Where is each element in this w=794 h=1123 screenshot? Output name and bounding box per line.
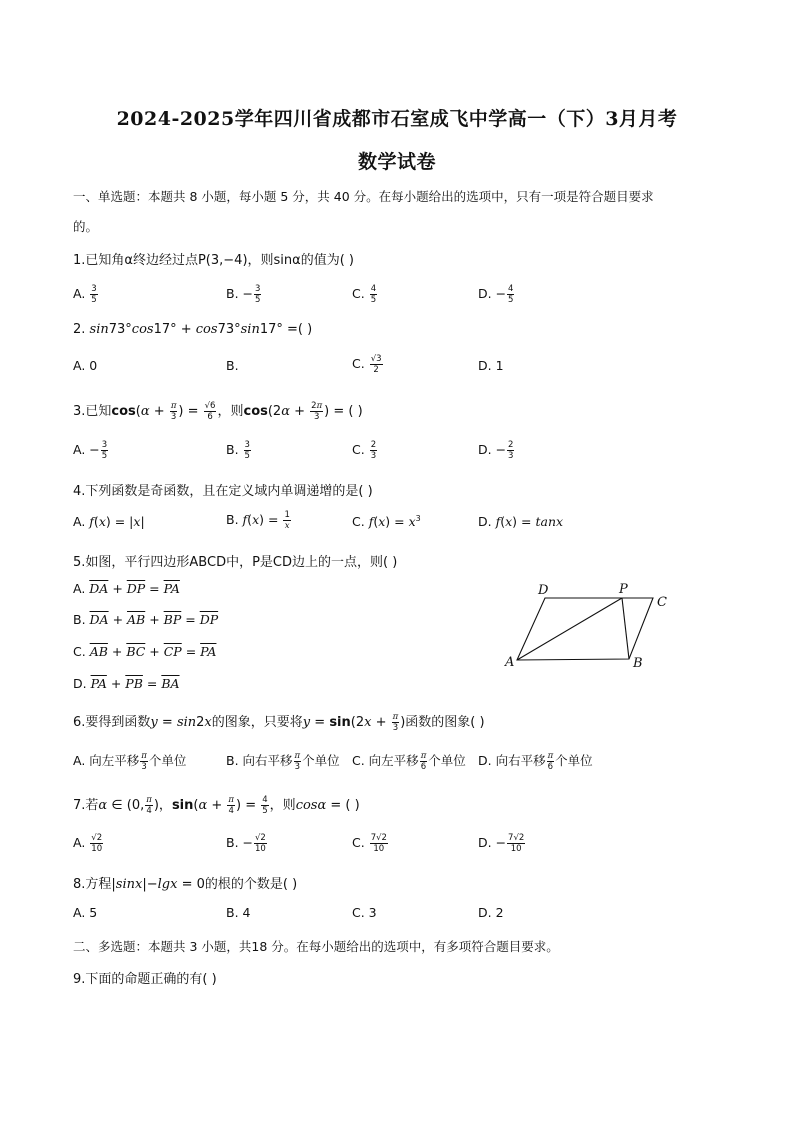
question-1-stem: 1.已知角α终边经过点P(3,−4)，则sinα的值为( ) (73, 253, 354, 268)
question-2-stem: 2. sin73°cos17° + cos73°sin17° =( ) (73, 322, 313, 337)
q6-option-c: C. 向左平移 $\frac{\pi}{6}$ 个单位 (352, 751, 466, 772)
q7-option-c: C. $\frac{7√2}{10}$ (352, 833, 387, 854)
segment-pb (622, 598, 629, 659)
q1-option-b: B. − $\frac{3}{5}$ (226, 284, 261, 305)
q6-option-a: A. 向左平移 $\frac{\pi}{3}$ 个单位 (73, 751, 187, 772)
page-subtitle: 数学试卷 (357, 151, 436, 173)
section-1-heading-cont: 的。 (73, 219, 99, 234)
page-title: 2024-2025学年四川省成都市石室成飞中学高一（下）3月月考 (116, 108, 678, 130)
q3-option-b: B. $\frac{3}{5}$ (226, 440, 250, 461)
q6-option-d: D. 向右平移 $\frac{\pi}{6}$ 个单位 (478, 751, 593, 772)
q8-option-c: C. 3 (352, 905, 377, 920)
q2-option-b: B. (226, 358, 239, 373)
q4-option-c: C. $f(x) = x^3$ (352, 514, 421, 530)
q4-option-b: B. f(x) = $\frac{1}{x}$ (226, 510, 290, 531)
q1-option-a: A. $\frac{3}{5}$ (73, 284, 97, 305)
q5-option-d: D. $\overline{PA} + \overline{PB} = \overline{BA}$ (73, 676, 180, 691)
q5-option-b: B. $\overline{DA} + \overline{AB} + \overline{BP} = \overline{DP}$ (73, 612, 219, 627)
q2-option-a: A. 0 (73, 358, 98, 373)
question-4-stem: 4.下列函数是奇函数，且在定义域内单调递增的是( ) (73, 484, 373, 499)
q2-option-d: D. 1 (478, 358, 504, 373)
q5-option-c: C. $\overline{AB} + \overline{BC} + \overline{CP} = \overline{PA}$ (73, 644, 217, 659)
q8-option-b: B. 4 (226, 905, 251, 920)
question-5-stem: 5.如图，平行四边形ABCD中，P是CD边上的一点，则( ) (73, 555, 398, 570)
q7-option-d: D. − $\frac{7√2}{10}$ (478, 833, 525, 854)
q8-option-a: A. 5 (73, 905, 98, 920)
q4-option-a: A. f(x) = |x| (73, 514, 145, 529)
section-1-heading: 一、单选题：本题共 8 小题，每小题 5 分，共 40 分。在每小题给出的选项中，只有一项是符合题目要求 (73, 189, 654, 204)
q3-option-a: A. − $\frac{3}{5}$ (73, 440, 108, 461)
parallelogram-figure (495, 575, 675, 675)
q3-option-c: C. $\frac{2}{3}$ (352, 440, 377, 461)
question-8-stem: 8.方程|sinx|−lgx = 0的根的个数是( ) (73, 877, 298, 892)
label-b: B (633, 656, 643, 671)
q6-option-b: B. 向右平移 $\frac{\pi}{3}$ 个单位 (226, 751, 340, 772)
section-2-heading: 二、多选题：本题共 3 小题，共18 分。在每小题给出的选项中，有多项符合题目要求。 (73, 939, 559, 954)
segment-ap (517, 598, 622, 660)
q5-option-a: A. $\overline{DA} + \overline{DP} = \overline{PA}$ (73, 581, 180, 596)
q1-option-d: D. − $\frac{4}{5}$ (478, 284, 514, 305)
q4-option-d: D. f(x) = tanx (478, 514, 564, 529)
label-d: D (538, 583, 549, 598)
label-p: P (619, 582, 628, 597)
question-7-stem: 7.若α ∈ (0, $\frac{\pi}{4}$ )，sin(α + $\frac{\pi}{4}$ ) = $\frac{4}{5}$ ，则cosα = ( ) (73, 795, 360, 816)
q7-option-b: B. − $\frac{√2}{10}$ (226, 833, 266, 854)
q2-option-c: C. $\frac{√3}{2}$ (352, 354, 382, 375)
label-c: C (657, 595, 667, 610)
q8-option-d: D. 2 (478, 905, 504, 920)
label-a: A (505, 655, 515, 670)
question-6-stem: 6.要得到函数y = sin2x的图象，只要将y = sin(2x + $\frac{\pi}{3}$ )函数的图象( ) (73, 712, 485, 733)
question-3-stem: 3.已知cos(α + $\frac{\pi}{3}$ ) = $\frac{√6}{6}$ ，则cos(2α + $\frac{2\pi}{3}$ ) = ( ) (73, 401, 363, 422)
q7-option-a: A. $\frac{√2}{10}$ (73, 833, 103, 854)
question-9-stem: 9.下面的命题正确的有( ) (73, 972, 217, 987)
parallelogram-abcd (517, 598, 653, 660)
q3-option-d: D. − $\frac{2}{3}$ (478, 440, 514, 461)
q1-option-c: C. $\frac{4}{5}$ (352, 284, 377, 305)
